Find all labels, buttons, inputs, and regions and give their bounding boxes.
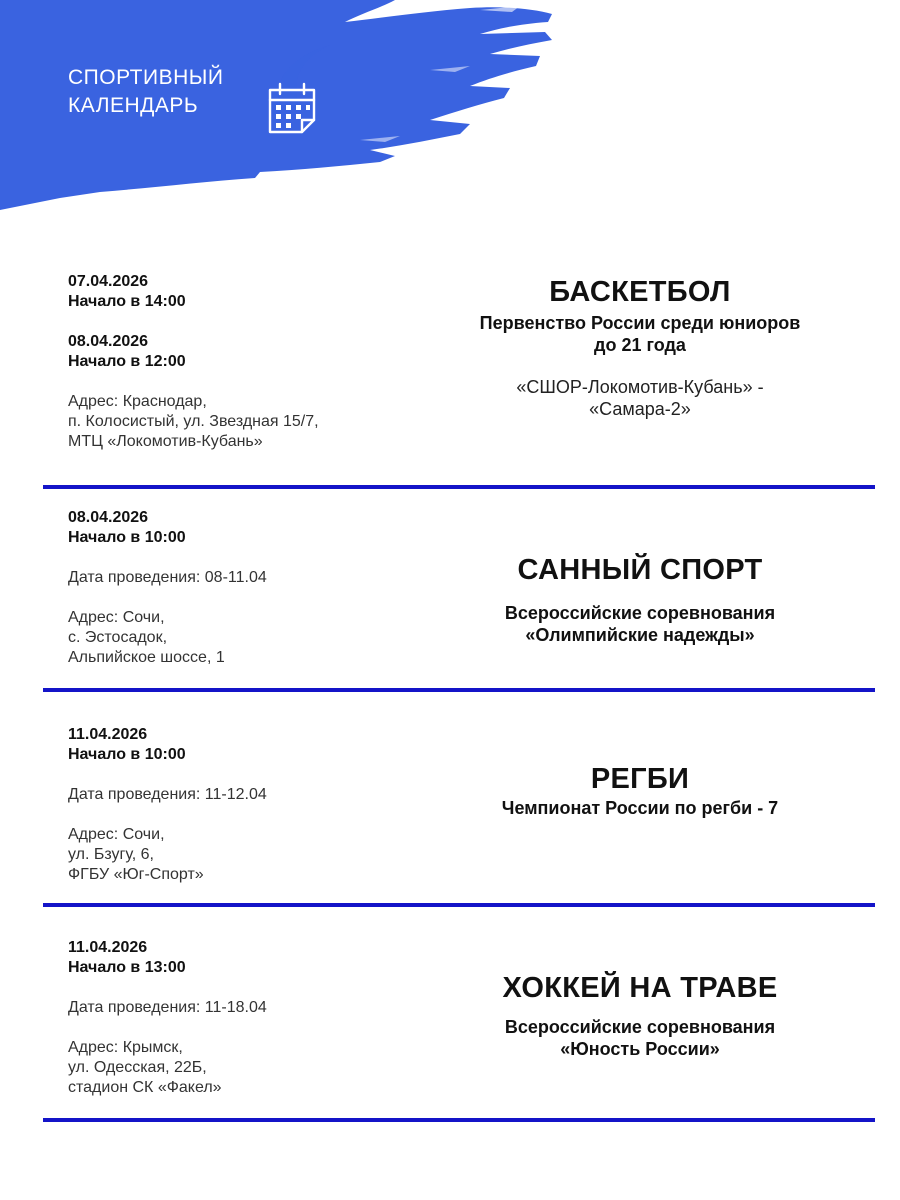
event-date: 08.04.2026 bbox=[68, 509, 149, 526]
page-title bbox=[68, 64, 223, 120]
page-title-line1: СПОРТИВНЫЙ bbox=[68, 66, 224, 89]
event-start-time: Начало в 13:00 bbox=[68, 959, 186, 976]
page-title-line2: КАЛЕНДАРЬ bbox=[68, 94, 199, 117]
event-start-time: Начало в 12:00 bbox=[68, 353, 186, 370]
competition-line: «Юность России» bbox=[560, 1039, 720, 1059]
event-summary bbox=[400, 552, 880, 646]
section-divider bbox=[43, 485, 875, 489]
event-period: Дата проведения: 11-18.04 bbox=[68, 999, 267, 1016]
sport-name: САННЫЙ СПОРТ bbox=[517, 554, 763, 586]
sport-name: РЕГБИ bbox=[590, 763, 690, 795]
event-summary bbox=[400, 761, 880, 819]
event-period: Дата проведения: 11-12.04 bbox=[68, 786, 267, 803]
competition-line: «Олимпийские надежды» bbox=[525, 625, 755, 645]
event-details bbox=[68, 938, 428, 1098]
competition-line: Всероссийские соревнования bbox=[504, 603, 776, 623]
competition-line: Всероссийские соревнования bbox=[504, 1017, 776, 1037]
competition-line: до 21 года bbox=[594, 335, 686, 355]
event-address-line: ФГБУ «Юг-Спорт» bbox=[68, 866, 204, 883]
competition-line: Чемпионат России по регби - 7 bbox=[501, 798, 779, 818]
event-details bbox=[68, 508, 428, 668]
section-divider bbox=[43, 688, 875, 692]
event-address-line: Адрес: Сочи, bbox=[68, 609, 165, 626]
sport-name: БАСКЕТБОЛ bbox=[549, 276, 731, 308]
event-start-time: Начало в 14:00 bbox=[68, 293, 186, 310]
event-address-line: Адрес: Краснодар, bbox=[68, 393, 207, 410]
event-start-time: Начало в 10:00 bbox=[68, 746, 186, 763]
event-date: 11.04.2026 bbox=[68, 726, 148, 743]
competition-line: Первенство России среди юниоров bbox=[479, 313, 801, 333]
section-divider bbox=[43, 903, 875, 907]
event-summary bbox=[400, 274, 880, 420]
event-address-line: ул. Бзугу, 6, bbox=[68, 846, 154, 863]
event-address-line: МТЦ «Локомотив-Кубань» bbox=[68, 433, 263, 450]
calendar-icon bbox=[264, 80, 320, 134]
teams-line: «Самара-2» bbox=[589, 399, 691, 419]
event-summary bbox=[400, 970, 880, 1060]
event-date: 11.04.2026 bbox=[68, 939, 148, 956]
event-address-line: Адрес: Крымск, bbox=[68, 1039, 183, 1056]
event-details bbox=[68, 272, 428, 452]
section-divider bbox=[43, 1118, 875, 1122]
event-address-line: Адрес: Сочи, bbox=[68, 826, 165, 843]
event-details bbox=[68, 725, 428, 885]
event-period: Дата проведения: 08-11.04 bbox=[68, 569, 267, 586]
event-date: 08.04.2026 bbox=[68, 333, 149, 350]
sport-name: ХОККЕЙ НА ТРАВЕ bbox=[502, 972, 778, 1004]
event-date: 07.04.2026 bbox=[68, 273, 149, 290]
event-start-time: Начало в 10:00 bbox=[68, 529, 186, 546]
event-address-line: ул. Одесская, 22Б, bbox=[68, 1059, 207, 1076]
teams-line: «СШОР-Локомотив-Кубань» - bbox=[516, 377, 764, 397]
event-address-line: стадион СК «Факел» bbox=[68, 1079, 222, 1096]
event-address-line: с. Эстосадок, bbox=[68, 629, 168, 646]
event-address-line: Альпийское шоссе, 1 bbox=[68, 649, 225, 666]
event-address-line: п. Колосистый, ул. Звездная 15/7, bbox=[68, 413, 319, 430]
